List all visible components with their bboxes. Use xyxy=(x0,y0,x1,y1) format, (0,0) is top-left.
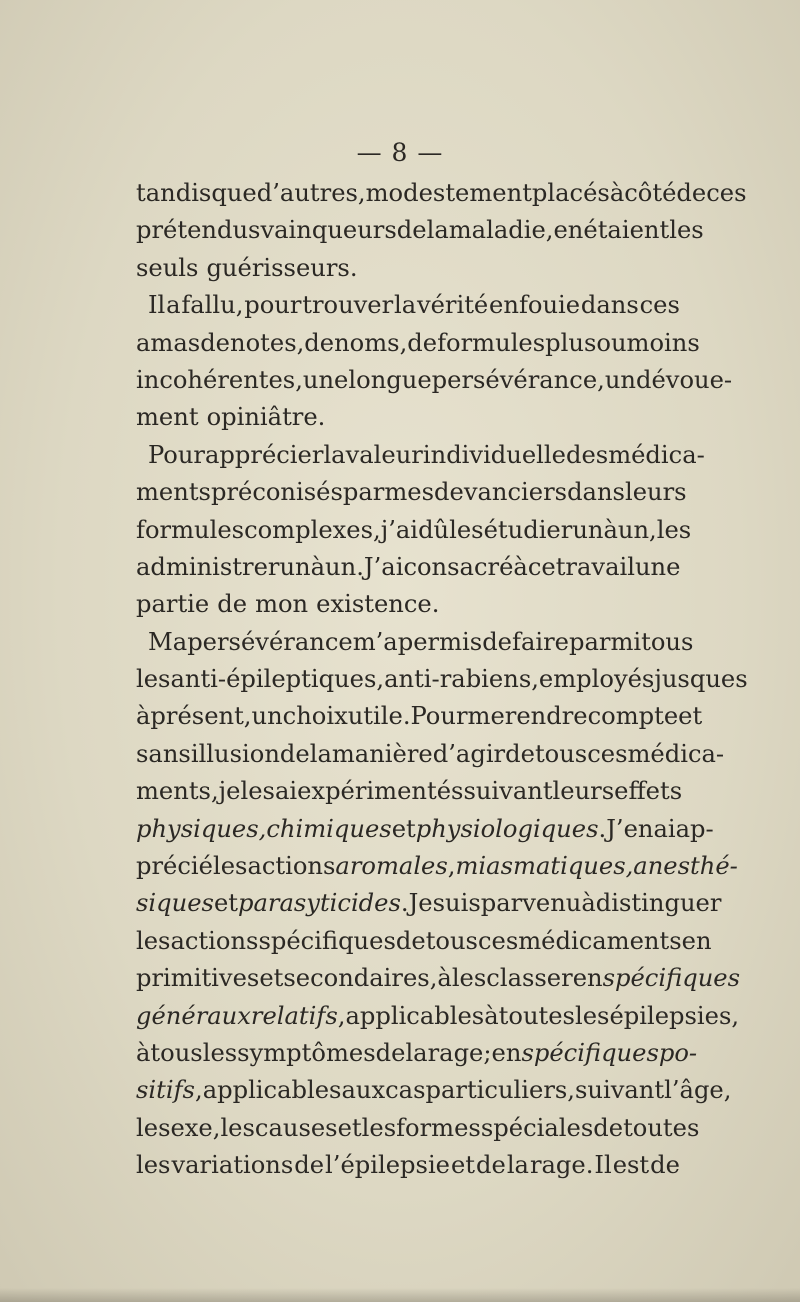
text-line: formules complexes, j’ai dû les étudier un à un, les xyxy=(136,515,692,544)
text-line: les anti-épileptiques, anti-rabiens, employés jusques xyxy=(136,665,748,694)
text-line: Il a fallu, pour trouver la vérité enfouie dans ces xyxy=(148,291,680,320)
text-line: physiques, chimiques et physiologiques . J’en ai ap- xyxy=(136,814,714,843)
text-line: amas de notes, de noms, de formules plus ou moins xyxy=(136,328,700,357)
text-line: ments, je les ai expérimentés suivant leurs effets xyxy=(136,777,683,806)
text-line: à tous les symptômes de la rage ; en spécifiques po- xyxy=(136,1038,698,1067)
text-line: ments préconisés par mes devanciers dans leurs xyxy=(136,478,687,507)
text-line: généraux relatifs , applicables à toutes les épilepsies, xyxy=(136,1001,740,1030)
text-line: tandis que d’autres, modestement placés à côté de ces xyxy=(136,179,747,207)
text-line: Pour apprécier la valeur individuelle des médica- xyxy=(148,440,705,469)
text-line: à présent, un choix utile. Pour me rendre compte et xyxy=(136,702,703,731)
text-line: partie de mon existence. xyxy=(136,590,440,619)
text-line: Ma persévérance m’a permis de faire parmi tous xyxy=(148,627,694,656)
page-edge-shadow xyxy=(0,1288,800,1302)
text-line: siques et parasyticides . Je suis parvenu à distinguer xyxy=(136,889,722,918)
text-line: précié les actions aromales , miasmatiques, anesthé- xyxy=(136,852,738,881)
text-line: sitifs , applicables aux cas particuliers, suivant l’âge, xyxy=(136,1076,732,1105)
text-line: incohérentes, une longue persévérance, un dévoue- xyxy=(136,365,733,394)
body-text xyxy=(136,175,748,1185)
page-number: — 8 — xyxy=(356,138,444,167)
text-line: les actions spécifiques de tous ces médicaments en xyxy=(136,926,712,955)
text-line: ment opiniâtre. xyxy=(136,403,326,432)
text-line: prétendus vainqueurs de la maladie, en étaient les xyxy=(136,216,704,245)
text-line: les variations de l’épilepsie et de la rage. Il est de xyxy=(136,1151,680,1180)
text-line: primitives et secondaires, à les classer en spécifiques xyxy=(136,964,741,993)
text-line: administrer un à un. J’ai consacré à ce travail une xyxy=(136,552,681,581)
text-line: seuls guérisseurs. xyxy=(136,253,358,282)
text-line: sans illusion de la manière d’agir de tous ces médica- xyxy=(136,739,725,768)
text-line: le sexe, les causes et les formes spéciales de toutes xyxy=(136,1113,700,1142)
